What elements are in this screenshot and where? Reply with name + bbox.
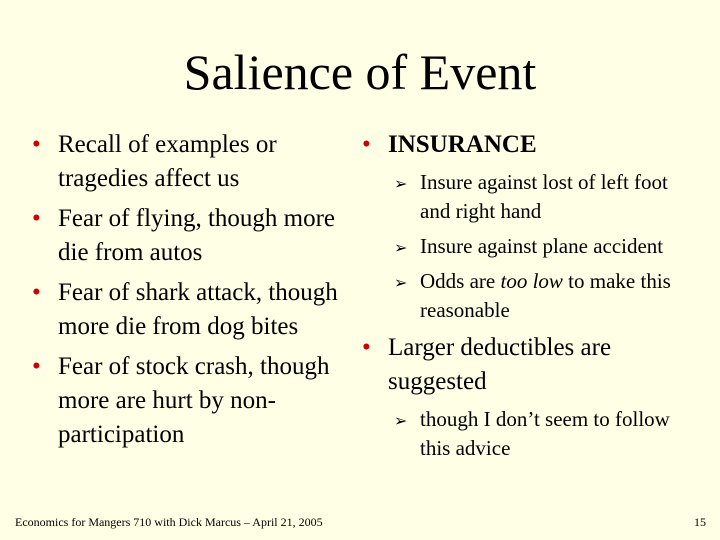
bullet-item: [28, 350, 348, 452]
bullet-icon: •: [362, 131, 371, 158]
bullet-item: [28, 128, 348, 196]
sub-bullet-text-post: to make this reasonable: [420, 269, 671, 322]
bullet-icon: •: [362, 334, 371, 361]
slide-footer: Economics for Mangers 710 with Dick Marcus – April 21, 2005: [15, 515, 323, 529]
bullet-item: [28, 202, 348, 270]
bullet-text: Fear of flying, though more die from autos: [58, 205, 336, 266]
sub-bullet-text-pre: Odds are: [420, 269, 501, 293]
bullet-text: Fear of stock crash, though more are hurt by non-participation: [58, 353, 330, 448]
bullet-item: [358, 128, 703, 162]
bullet-icon: •: [32, 205, 41, 232]
left-column: [28, 128, 348, 458]
sub-bullet-text: Insure against plane accident: [420, 234, 664, 258]
arrow-bullet-icon: ➢: [394, 240, 408, 257]
bullet-icon: •: [32, 279, 41, 306]
page-number: 15: [694, 515, 706, 529]
sub-bullet-item: [358, 267, 703, 325]
arrow-bullet-icon: ➢: [394, 176, 408, 193]
bullet-text: Fear of shark attack, though more die from dog bites: [58, 279, 338, 340]
arrow-bullet-icon: ➢: [394, 275, 408, 292]
sub-bullet-emphasis: too low: [500, 269, 563, 293]
bullet-icon: •: [32, 353, 41, 380]
arrow-bullet-icon: ➢: [394, 413, 408, 430]
bullet-item: [358, 331, 703, 399]
sub-bullet-text: Insure against lost of left foot and right hand: [420, 170, 668, 223]
bullet-icon: •: [32, 131, 41, 158]
insurance-heading: INSURANCE: [388, 131, 537, 158]
right-column: [358, 128, 703, 469]
bullet-item: [28, 276, 348, 344]
sub-bullet-item: [358, 168, 703, 226]
sub-bullet-item: [358, 232, 703, 261]
slide-title: Salience of Event: [183, 44, 537, 100]
sub-bullet-text: though I don’t seem to follow this advice: [420, 407, 670, 460]
bullet-text: Recall of examples or tragedies affect us: [58, 131, 277, 192]
sub-bullet-item: [358, 405, 703, 463]
bullet-text: Larger deductibles are suggested: [388, 334, 612, 395]
